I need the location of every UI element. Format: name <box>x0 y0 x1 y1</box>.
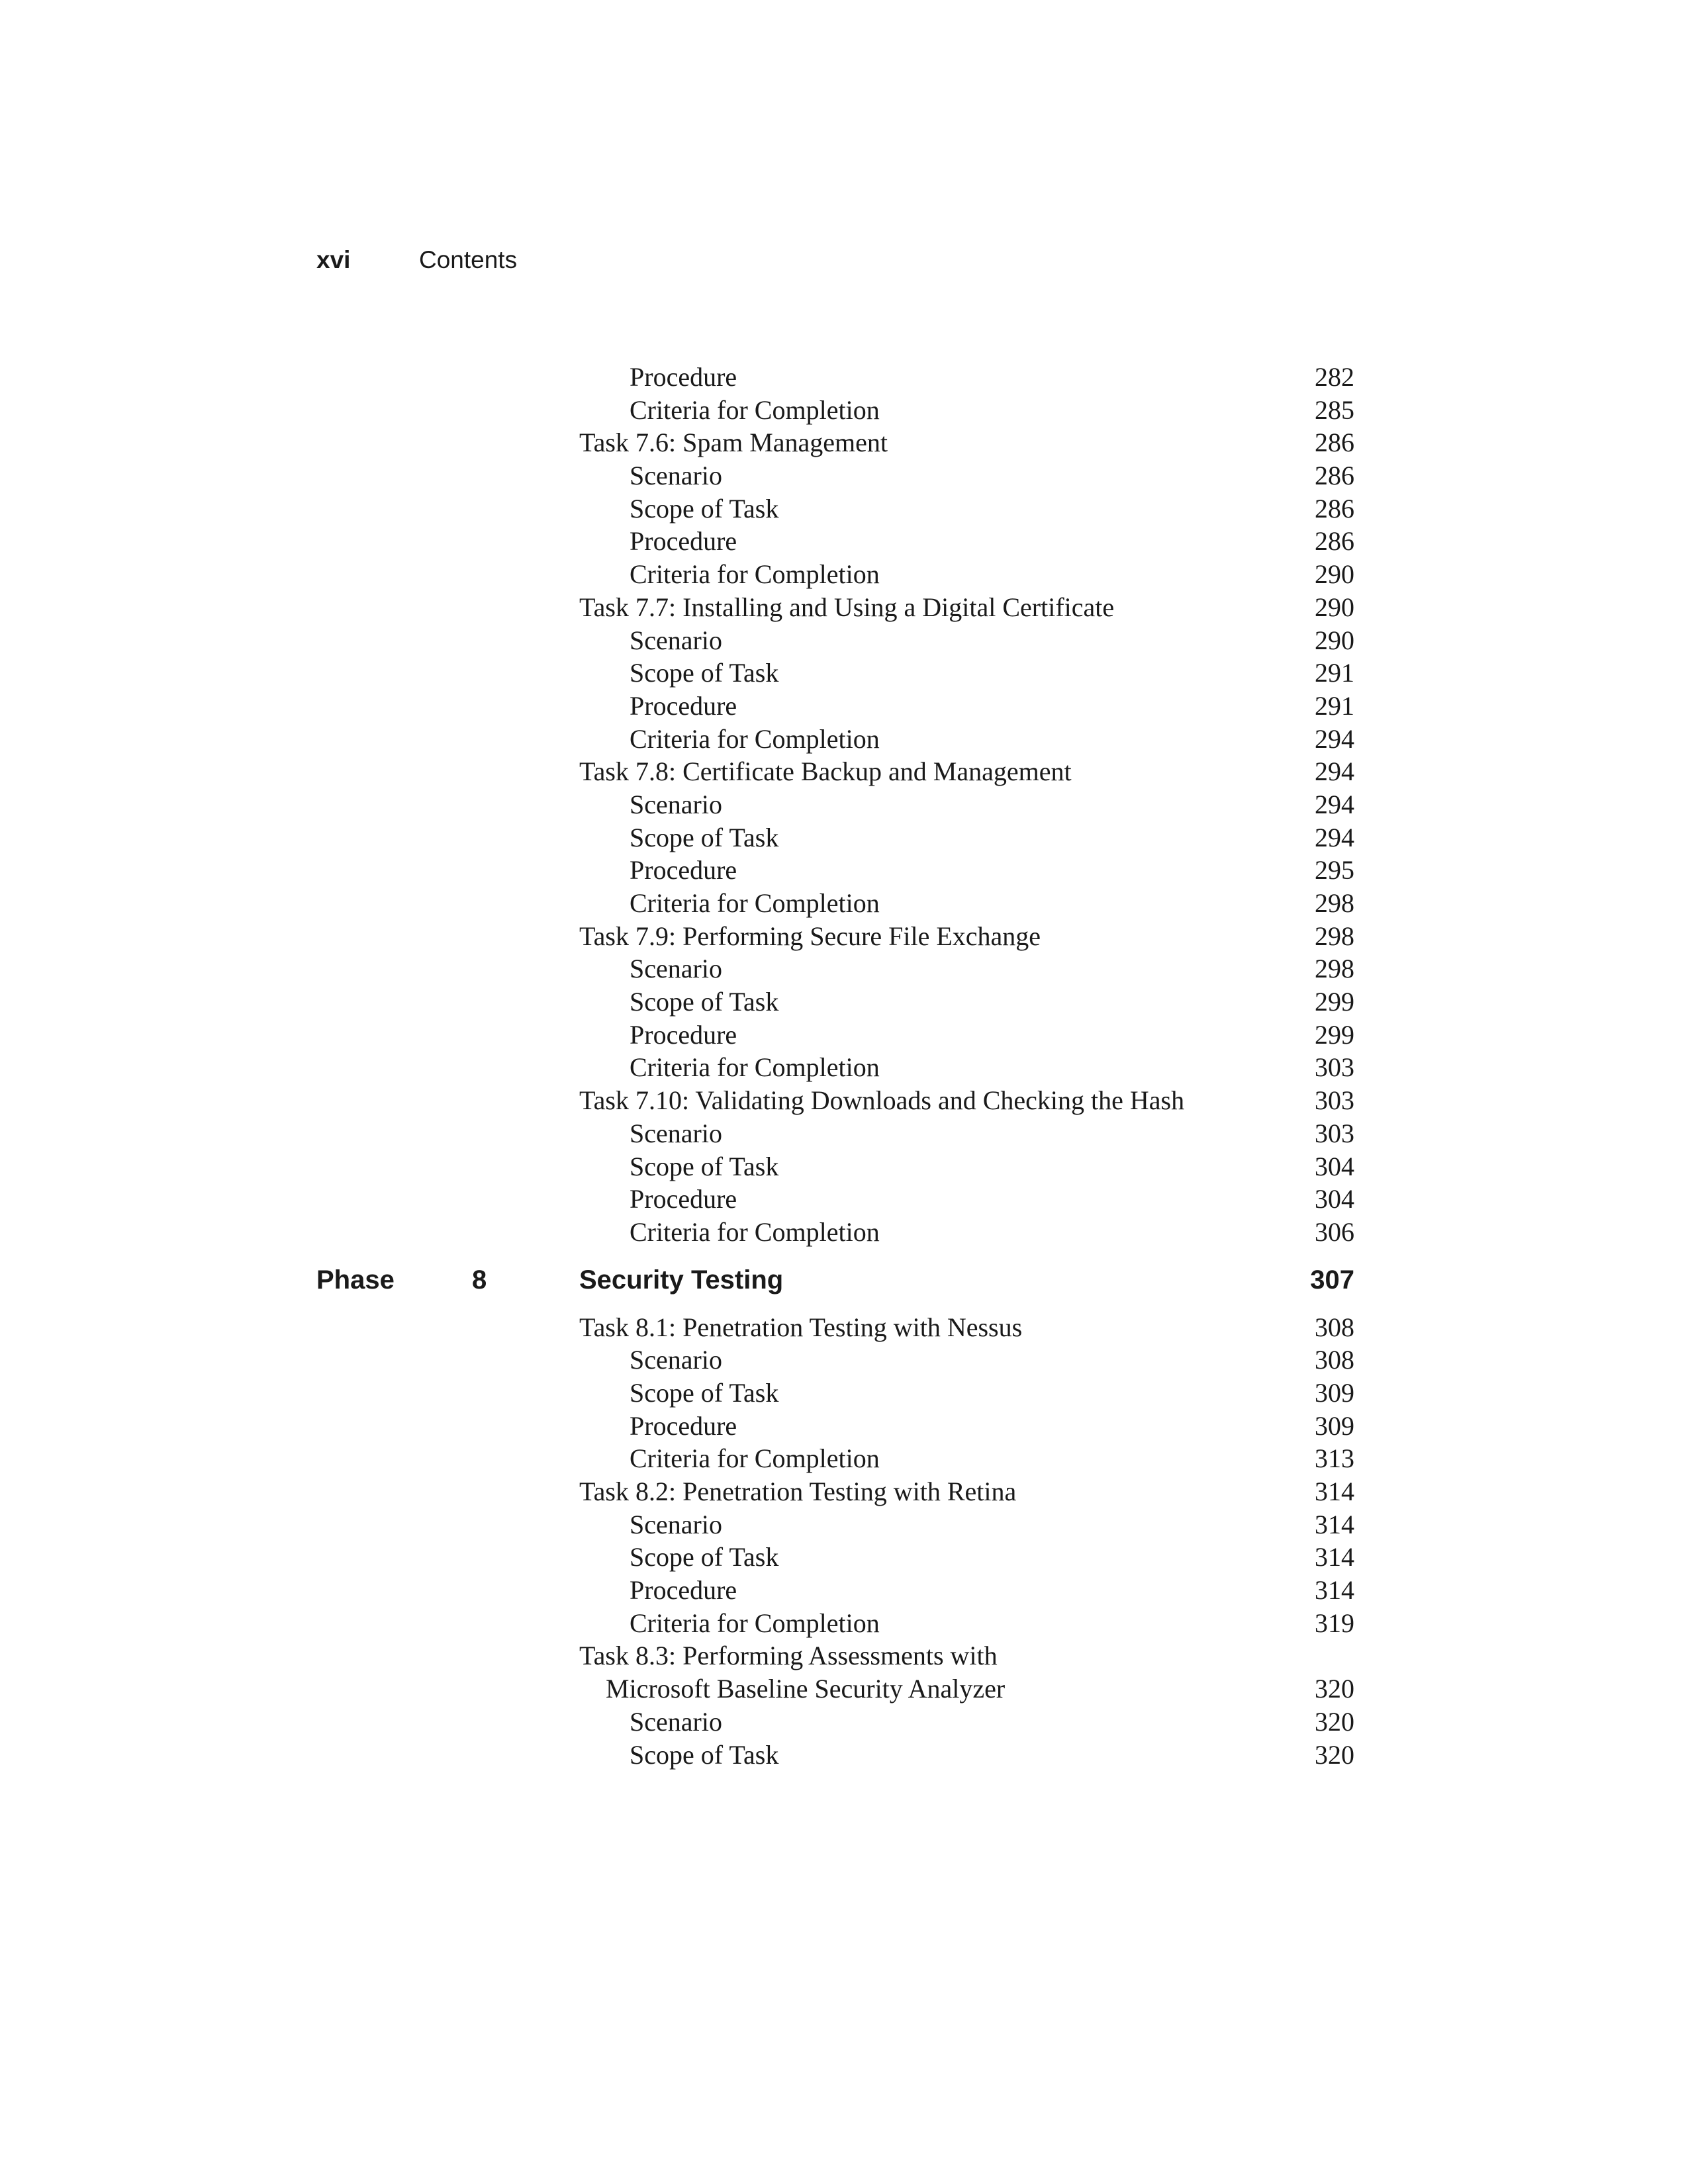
toc-entry-label: Scope of Task <box>630 1151 779 1181</box>
toc-entry-label: Criteria for Completion <box>630 723 880 754</box>
toc-page-number: 320 <box>1315 1739 1354 1770</box>
toc-page-number: 299 <box>1315 1019 1354 1050</box>
toc-page-number: 314 <box>1315 1509 1354 1539</box>
toc-subentry[interactable] <box>0 788 1688 821</box>
toc-entry-label: Task 7.10: Validating Downloads and Checking the Hash <box>579 1085 1185 1116</box>
toc-entry-label: Task 7.7: Installing and Using a Digital Certificate <box>579 592 1115 622</box>
toc-page-number: 282 <box>1315 362 1354 392</box>
toc-entry-label: Criteria for Completion <box>630 1608 880 1638</box>
phase-heading[interactable] <box>0 1263 1688 1311</box>
toc-subentry[interactable] <box>0 952 1688 985</box>
toc-entry-label: Procedure <box>630 526 737 557</box>
toc-entry-label: Criteria for Completion <box>630 394 880 425</box>
toc-subentry[interactable] <box>0 690 1688 723</box>
toc-subentry[interactable] <box>0 887 1688 920</box>
toc-task-entry[interactable] <box>0 1639 1688 1672</box>
toc-entry-label: Procedure <box>630 1184 737 1214</box>
toc-page-number: 303 <box>1315 1085 1354 1116</box>
phase-title: Security Testing <box>579 1265 784 1295</box>
toc-page-number: 298 <box>1315 888 1354 918</box>
toc-entry-label: Scope of Task <box>630 658 779 688</box>
toc-entry-label: Procedure <box>630 1019 737 1050</box>
toc-subentry[interactable] <box>0 1706 1688 1739</box>
toc-subentry[interactable] <box>0 1410 1688 1443</box>
toc-task-entry[interactable] <box>0 1084 1688 1117</box>
phase-label: Phase <box>316 1265 395 1295</box>
toc-entry-label: Task 7.6: Spam Management <box>579 428 888 458</box>
page-folio: xvi <box>316 246 351 273</box>
phase-number: 8 <box>472 1265 487 1295</box>
toc-page-number: 291 <box>1315 690 1354 721</box>
toc-subentry[interactable] <box>0 723 1688 756</box>
toc-page-number: 298 <box>1315 954 1354 984</box>
toc-page-number: 291 <box>1315 658 1354 688</box>
toc-page-number: 303 <box>1315 1052 1354 1083</box>
toc-page-number: 314 <box>1315 1542 1354 1572</box>
toc-entry-label: Task 7.8: Certificate Backup and Management <box>579 756 1072 787</box>
toc-page-number: 308 <box>1315 1345 1354 1375</box>
toc-entry-label: Criteria for Completion <box>630 888 880 918</box>
toc-page-number: 309 <box>1315 1377 1354 1408</box>
toc-entry-label: Task 7.9: Performing Secure File Exchange <box>579 921 1041 951</box>
toc-page-number: 299 <box>1315 987 1354 1017</box>
toc-subentry[interactable] <box>0 1183 1688 1216</box>
toc-task-entry[interactable] <box>0 920 1688 953</box>
toc-entry-label: Scenario <box>630 1509 722 1539</box>
toc-subentry[interactable] <box>0 459 1688 492</box>
toc-subentry[interactable] <box>0 985 1688 1019</box>
toc-page-number: 290 <box>1315 625 1354 655</box>
toc-page-number: 314 <box>1315 1575 1354 1606</box>
toc-subentry[interactable] <box>0 1607 1688 1640</box>
toc-entry-label: Procedure <box>630 1410 737 1441</box>
running-head-title: Contents <box>419 246 518 273</box>
toc-subentry[interactable] <box>0 1574 1688 1607</box>
toc-page-number: 294 <box>1315 723 1354 754</box>
toc-page-number: 285 <box>1315 394 1354 425</box>
toc-entry-label: Scenario <box>630 1345 722 1375</box>
toc-entry-label: Microsoft Baseline Security Analyzer <box>606 1674 1006 1704</box>
toc-subentry[interactable] <box>0 1051 1688 1084</box>
toc-entry-label: Procedure <box>630 690 737 721</box>
toc-subentry[interactable] <box>0 624 1688 657</box>
toc-subentry[interactable] <box>0 1150 1688 1183</box>
toc-entry-label: Scope of Task <box>630 1739 779 1770</box>
toc-subentry[interactable] <box>0 1117 1688 1150</box>
toc-entry-label: Scope of Task <box>630 987 779 1017</box>
toc-entry-label: Procedure <box>630 362 737 392</box>
toc-page-number: 303 <box>1315 1118 1354 1148</box>
toc-page-number: 294 <box>1315 822 1354 852</box>
toc-subentry[interactable] <box>0 1508 1688 1541</box>
toc-entry-label: Scenario <box>630 1706 722 1737</box>
table-of-contents <box>0 361 1688 1771</box>
toc-page-number: 319 <box>1315 1608 1354 1638</box>
toc-page-number: 304 <box>1315 1184 1354 1214</box>
toc-entry-label: Scenario <box>630 789 722 819</box>
toc-subentry[interactable] <box>0 1216 1688 1249</box>
toc-entry-label: Criteria for Completion <box>630 559 880 590</box>
toc-subentry[interactable] <box>0 394 1688 427</box>
toc-page-number: 306 <box>1315 1216 1354 1247</box>
toc-task-entry[interactable] <box>0 591 1688 624</box>
toc-page-number: 304 <box>1315 1151 1354 1181</box>
toc-subentry[interactable] <box>0 854 1688 887</box>
toc-page-number: 286 <box>1315 461 1354 491</box>
toc-page-number: 286 <box>1315 526 1354 557</box>
toc-page-number: 308 <box>1315 1312 1354 1342</box>
toc-entry-label: Scope of Task <box>630 1542 779 1572</box>
toc-page-number: 290 <box>1315 592 1354 622</box>
running-head <box>316 244 517 277</box>
toc-section-phase-7 <box>0 361 1688 1249</box>
toc-task-entry[interactable] <box>0 426 1688 459</box>
toc-entry-label: Scenario <box>630 954 722 984</box>
toc-entry-label: Scenario <box>630 461 722 491</box>
toc-page-number: 294 <box>1315 789 1354 819</box>
toc-entry-label: Task 8.2: Penetration Testing with Retina <box>579 1477 1017 1506</box>
toc-subentry[interactable] <box>0 1672 1688 1706</box>
toc-entry-label: Criteria for Completion <box>630 1052 880 1083</box>
toc-subentry[interactable] <box>0 1739 1688 1772</box>
toc-page-number: 286 <box>1315 493 1354 523</box>
toc-task-entry[interactable] <box>0 1475 1688 1508</box>
toc-task-entry[interactable] <box>0 1311 1688 1344</box>
toc-page-number: 313 <box>1315 1443 1354 1474</box>
toc-entry-label: Task 8.1: Penetration Testing with Nessus <box>579 1312 1023 1342</box>
toc-entry-label: Scenario <box>630 625 722 655</box>
toc-subentry[interactable] <box>0 1377 1688 1410</box>
toc-subentry[interactable] <box>0 361 1688 394</box>
toc-page-number: 298 <box>1315 921 1354 951</box>
toc-task-entry[interactable] <box>0 755 1688 788</box>
toc-subentry[interactable] <box>0 657 1688 690</box>
toc-section-phase-8 <box>0 1311 1688 1772</box>
toc-subentry[interactable] <box>0 525 1688 558</box>
toc-page-number: 314 <box>1315 1477 1354 1506</box>
toc-entry-label: Task 8.3: Performing Assessments with <box>579 1641 998 1671</box>
toc-page-number: 294 <box>1315 756 1354 787</box>
toc-subentry[interactable] <box>0 821 1688 854</box>
toc-subentry[interactable] <box>0 1442 1688 1475</box>
toc-subentry[interactable] <box>0 1541 1688 1574</box>
toc-entry-label: Procedure <box>630 1575 737 1606</box>
toc-page-number: 295 <box>1315 855 1354 886</box>
toc-entry-label: Scenario <box>630 1118 722 1148</box>
phase-page-number: 307 <box>1310 1265 1354 1295</box>
toc-entry-label: Criteria for Completion <box>630 1443 880 1474</box>
toc-subentry[interactable] <box>0 558 1688 591</box>
toc-entry-label: Procedure <box>630 855 737 886</box>
toc-subentry[interactable] <box>0 1343 1688 1377</box>
toc-entry-label: Criteria for Completion <box>630 1216 880 1247</box>
toc-page-number: 320 <box>1315 1674 1354 1704</box>
toc-subentry[interactable] <box>0 1019 1688 1052</box>
toc-entry-label: Scope of Task <box>630 822 779 852</box>
toc-entry-label: Scope of Task <box>630 1377 779 1408</box>
toc-subentry[interactable] <box>0 492 1688 525</box>
toc-entry-label: Scope of Task <box>630 493 779 523</box>
toc-page-number: 309 <box>1315 1410 1354 1441</box>
toc-page-number: 320 <box>1315 1706 1354 1737</box>
toc-page-number: 290 <box>1315 559 1354 590</box>
toc-page-number: 286 <box>1315 428 1354 458</box>
